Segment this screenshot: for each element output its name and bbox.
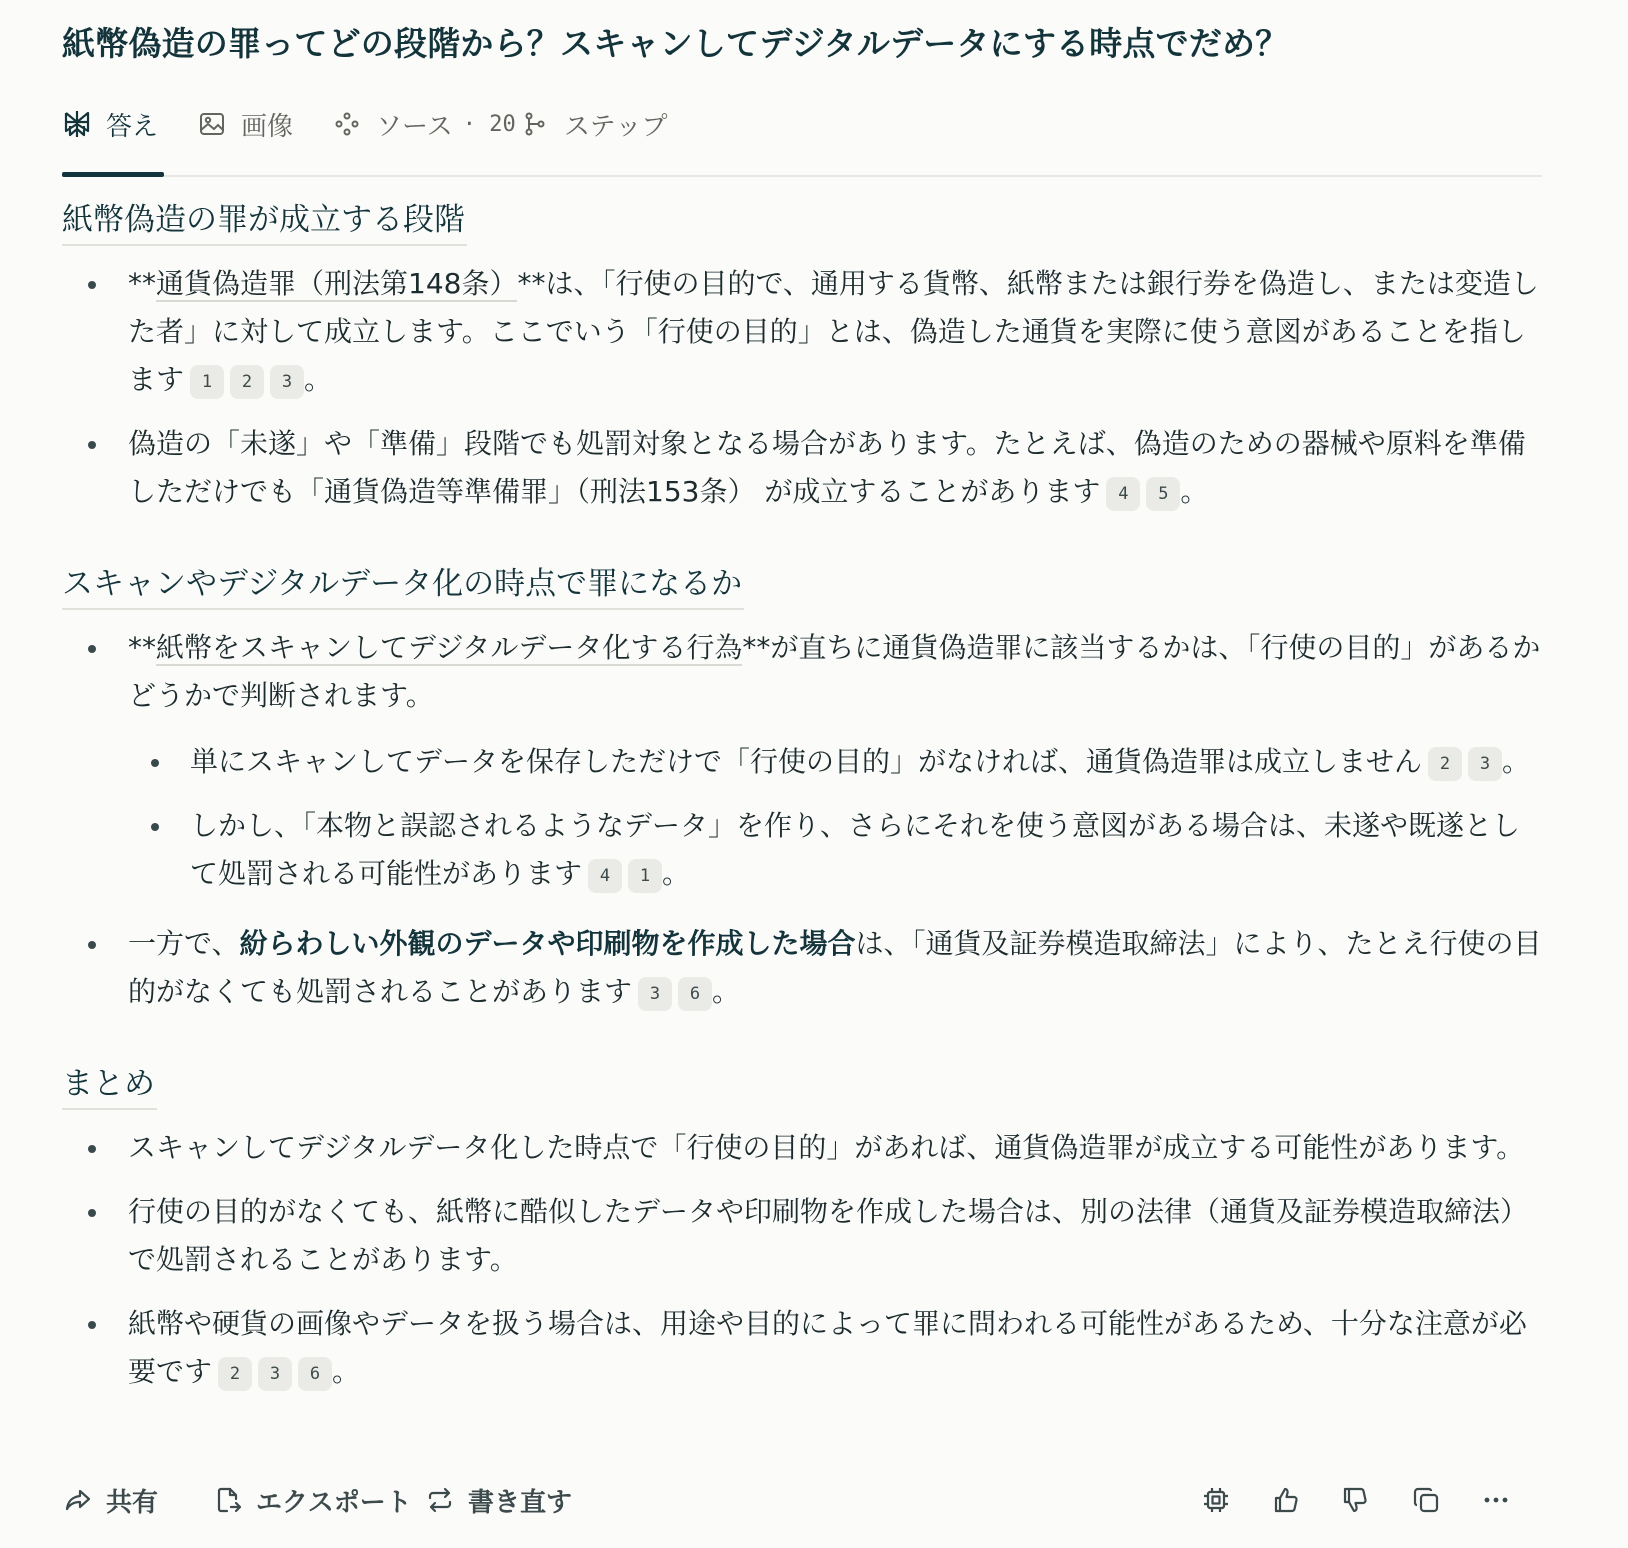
list-item [62,260,1542,404]
citation-badge[interactable]: 1 [628,859,662,893]
list-item-text: は、「通貨及証券模造取締法」により、たとえ行使の目的がなくても処罰されることがあります [128,927,1542,1008]
page-title: 紙幣偽造の罪ってどの段階から？スキャンしてデジタルデータにする時点でだめ？ [62,24,1289,63]
steps-icon [520,109,550,139]
export-button[interactable] [212,1470,412,1530]
list-item [62,420,1542,516]
tab-sources-label: ソース [376,111,453,142]
bullet-list [62,1124,1542,1396]
active-tab-indicator [62,172,164,177]
citation-badge[interactable]: 1 [190,365,224,399]
sub-bullet-list [62,738,1542,898]
tab-sources[interactable] [332,96,516,152]
image-icon [197,109,227,139]
thumbs-down-icon[interactable] [1335,1480,1375,1520]
list-item-text: **が直ちに通貨偽造罪に該当するかは、「行使の目的」があるかどうかで判断されます。 [128,631,1541,712]
export-icon [212,1484,244,1516]
section-scan [62,560,1542,1016]
term-link[interactable]: 通貨偽造罪（刑法第148条） [156,267,518,300]
rewrite-button[interactable] [424,1470,572,1530]
bullet-list [62,260,1542,516]
list-item-text: スキャンしてデジタルデータ化した時点で「行使の目的」があれば、通貨偽造罪が成立する可能性があります。 [128,1131,1525,1164]
period: 。 [1502,745,1531,778]
chip-icon[interactable] [1196,1480,1236,1520]
list-item-text: 一方で、 [128,927,240,960]
citation-badge[interactable]: 5 [1146,477,1180,511]
period: 。 [1180,475,1209,508]
citation-badge[interactable]: 4 [588,859,622,893]
export-label: エクスポート [256,1487,412,1518]
citation-badge[interactable]: 2 [218,1357,252,1391]
tab-answer-label: 答え [106,111,159,142]
list-item [62,1188,1542,1284]
tab-images[interactable] [197,96,293,152]
sources-icon [332,109,362,139]
share-icon [62,1484,94,1516]
rewrite-label: 書き直す [468,1487,573,1518]
more-icon[interactable] [1476,1480,1516,1520]
list-item-text: 偽造の「未遂」や「準備」段階でも処罰対象となる場合があります。たとえば、偽造のための器械や原料を準備しただけでも「通貨偽造等準備罪」（刑法153条） が成立することがあります [128,427,1526,508]
citation-badge[interactable]: 6 [298,1357,332,1391]
section-heading: スキャンやデジタルデータ化の時点で罪になるか [62,560,744,610]
rewrite-icon [424,1484,456,1516]
list-item-text: 単にスキャンしてデータを保存しただけで「行使の目的」がなければ、通貨偽造罪は成立しません [190,745,1423,778]
bullet-list [62,624,1542,720]
list-item-text: しかし、「本物と誤認されるようなデータ」を作り、さらにそれを使う意図がある場合は、未遂や既遂として処罰される可能性があります [190,809,1521,890]
citation-badge[interactable]: 3 [638,977,672,1011]
period: 。 [662,857,691,890]
period: 。 [304,363,333,396]
period: 。 [332,1355,361,1388]
tab-steps-label: ステップ [564,111,668,142]
list-item [62,802,1542,898]
citation-badge[interactable]: 3 [258,1357,292,1391]
citation-badge[interactable]: 4 [1106,477,1140,511]
answer-content [62,196,1542,1396]
tab-bar [62,96,1542,176]
answer-actions-bar [62,1470,1542,1530]
section-summary [62,1060,1542,1396]
share-label: 共有 [106,1487,159,1518]
tab-images-label: 画像 [241,111,294,142]
bold-text: 紛らわしい外観のデータや印刷物を作成した場合 [239,927,856,960]
bold-marker: ** [128,267,156,300]
tabs-divider [62,175,1542,177]
section-heading: まとめ [62,1060,157,1110]
citation-badge[interactable]: 6 [678,977,712,1011]
thumbs-up-icon[interactable] [1266,1480,1306,1520]
list-item-text: 行使の目的がなくても、紙幣に酷似したデータや印刷物を作成した場合は、別の法律（通貨及証券模造取締法）で処罰されることがあります。 [128,1195,1529,1276]
list-item [62,1124,1542,1172]
term-link[interactable]: 紙幣をスキャンしてデジタルデータ化する行為 [156,631,743,664]
share-button[interactable] [62,1470,158,1530]
citation-badge[interactable]: 3 [1468,747,1502,781]
section-heading: 紙幣偽造の罪が成立する段階 [62,196,467,246]
period: 。 [712,975,741,1008]
list-item-text: **は、「行使の目的で、通用する貨幣、紙幣または銀行券を偽造し、または変造した者」に対して成立します。ここでいう「行使の目的」とは、偽造した通貨を実際に使う意図があることを指します [128,267,1539,396]
sources-count: · 20 [462,111,516,137]
list-item [62,1300,1542,1396]
section-stages [62,196,1542,516]
citation-badge[interactable]: 3 [270,365,304,399]
citation-badge[interactable]: 2 [1428,747,1462,781]
copy-icon[interactable] [1406,1480,1446,1520]
list-item-text: 紙幣や硬貨の画像やデータを扱う場合は、用途や目的によって罪に問われる可能性があるため、十分な注意が必要です [128,1307,1527,1388]
list-item [62,920,1542,1016]
tab-steps[interactable] [520,96,667,152]
tab-answer[interactable] [62,96,158,152]
citation-badge[interactable]: 2 [230,365,264,399]
perplexity-logo-icon [62,109,92,139]
bold-marker: ** [128,631,156,664]
list-item [62,738,1542,786]
bullet-list [62,920,1542,1016]
list-item [62,624,1542,720]
